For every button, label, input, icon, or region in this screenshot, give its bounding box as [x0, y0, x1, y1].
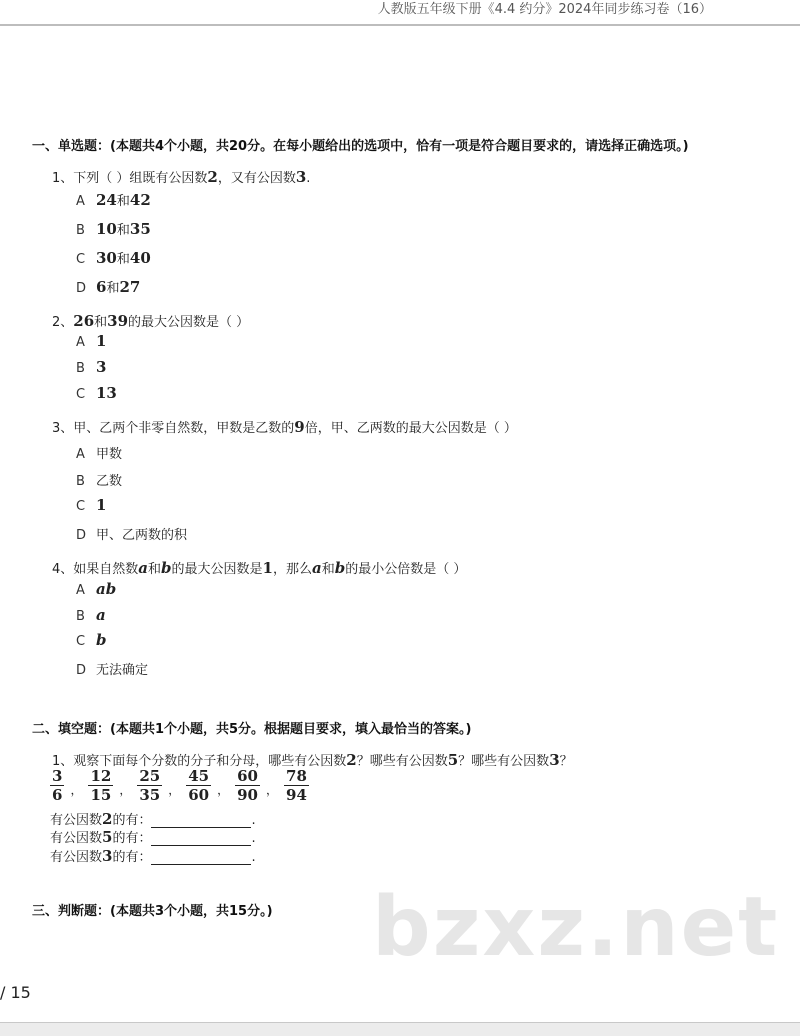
answer-label: 的有：	[112, 831, 152, 846]
math-variable: a	[312, 559, 322, 577]
page-bottom-divider	[0, 1022, 800, 1023]
fraction	[50, 767, 64, 804]
question-text: ？哪些有公因数	[458, 754, 550, 769]
section-title-single-choice: 一、单选题：(本题共4个小题，共20分。在每小题给出的选项中，恰有一项是符合题目要求的，请选择正确选项。)	[32, 139, 689, 154]
math-number: 40	[129, 249, 151, 267]
math-variable: ab	[96, 580, 117, 598]
option-letter: A	[76, 583, 85, 598]
option-letter: D	[76, 663, 87, 678]
question-text: 和	[148, 562, 162, 577]
fraction	[186, 767, 211, 804]
option-letter: D	[76, 281, 87, 296]
option-q1-a[interactable]	[76, 190, 151, 209]
math-number: 5	[102, 828, 113, 846]
option-letter: C	[76, 634, 86, 649]
option-letter: B	[76, 474, 85, 489]
option-q4-a[interactable]	[76, 580, 116, 598]
question-text: ？	[559, 754, 573, 769]
option-text: 和	[116, 194, 130, 209]
option-text: 无法确定	[96, 663, 149, 678]
fraction-separator: ，	[217, 783, 230, 797]
question-text: ，那么	[272, 562, 312, 577]
math-number: 1	[96, 332, 107, 350]
fraction-denominator: 6	[52, 786, 63, 804]
option-text: 和	[106, 281, 120, 296]
math-number: 3	[96, 358, 107, 376]
option-q2-a[interactable]	[76, 332, 106, 350]
question-1	[52, 167, 310, 186]
option-text: 和	[116, 223, 130, 238]
watermark: bzxz.net	[372, 880, 780, 975]
fraction-denominator: 90	[237, 786, 258, 804]
option-letter: C	[76, 252, 86, 267]
math-number: 10	[96, 220, 117, 238]
option-letter: C	[76, 499, 86, 514]
answer-label: .	[251, 850, 256, 865]
fraction-numerator: 45	[188, 767, 210, 785]
fraction	[88, 767, 113, 804]
math-number: 6	[96, 278, 107, 296]
section-title-fill-blank: 二、填空题：(本题共1个小题，共5分。根据题目要求，填入最恰当的答案。)	[32, 722, 472, 737]
fraction-denominator: 60	[188, 786, 210, 804]
math-number: 1	[96, 496, 107, 514]
option-text: 和	[116, 252, 130, 267]
math-number: 27	[119, 278, 141, 296]
answer-label: 有公因数	[50, 813, 103, 828]
fraction-denominator: 94	[286, 786, 307, 804]
math-number: 13	[96, 384, 117, 402]
answer-label: 的有：	[112, 850, 152, 865]
answer-label: 的有：	[112, 813, 152, 828]
option-q2-c[interactable]	[76, 384, 117, 402]
option-text: 乙数	[96, 474, 123, 489]
option-letter: C	[76, 387, 86, 402]
math-number: 39	[107, 312, 129, 330]
answer-row-2	[50, 809, 256, 828]
question-2	[52, 311, 249, 330]
answer-label: 有公因数	[50, 831, 103, 846]
math-number: 42	[129, 191, 151, 209]
question-text: ？哪些有公因数	[356, 754, 448, 769]
fraction-numerator: 60	[237, 767, 258, 785]
fraction-numerator: 78	[286, 767, 307, 785]
fraction	[284, 767, 309, 804]
question-text: 和	[94, 315, 108, 330]
option-q1-d[interactable]	[76, 277, 140, 296]
math-number: 26	[73, 312, 95, 330]
math-variable: a	[138, 559, 149, 577]
fraction-numerator: 3	[52, 767, 63, 785]
answer-label: .	[251, 813, 256, 828]
math-number: 3	[295, 168, 307, 186]
question-text: 和	[321, 562, 335, 577]
fraction	[235, 767, 260, 804]
math-variable: b	[96, 631, 107, 649]
option-letter: B	[76, 223, 85, 238]
answer-row-5	[50, 827, 256, 846]
answer-blank-3[interactable]	[151, 852, 251, 865]
fraction	[137, 767, 162, 804]
answer-label: 有公因数	[50, 850, 103, 865]
question-text: 2、	[52, 315, 74, 330]
answer-blank-5[interactable]	[151, 833, 251, 846]
page-number: / 15	[0, 983, 31, 1002]
fraction-separator: ，	[70, 783, 83, 797]
math-variable: a	[96, 606, 106, 624]
question-text: 倍，甲、乙两数的最大公因数是（ ）	[304, 421, 517, 436]
math-variable: b	[334, 559, 346, 577]
section-title-true-false: 三、判断题：(本题共3个小题，共15分。)	[32, 904, 273, 919]
question-text: 的最大公因数是（ ）	[128, 315, 250, 330]
question-3	[52, 417, 517, 436]
fraction-separator: ，	[168, 783, 181, 797]
math-number: 2	[346, 751, 357, 769]
math-number: 35	[129, 220, 151, 238]
fraction-numerator: 25	[139, 767, 161, 785]
option-letter: A	[76, 335, 85, 350]
question-text: 1、观察下面每个分数的分子和分母，哪些有公因数	[52, 754, 347, 769]
option-letter: A	[76, 447, 85, 462]
option-letter: A	[76, 194, 85, 209]
fraction-separator: ，	[266, 783, 279, 797]
question-text: .	[306, 171, 311, 186]
math-number: 2	[102, 810, 113, 828]
math-number: 3	[102, 847, 113, 865]
fraction-denominator: 15	[90, 786, 112, 804]
document-header-title: 人教版五年级下册《4.4 约分》2024年同步练习卷（16）	[377, 2, 712, 17]
option-q3-d[interactable]	[76, 524, 187, 543]
question-text: 3、甲、乙两个非零自然数，甲数是乙数的	[52, 421, 295, 436]
math-number: 1	[262, 559, 273, 577]
option-q1-c[interactable]	[76, 248, 151, 267]
question-4	[52, 558, 466, 577]
question-text: ，又有公因数	[217, 171, 296, 186]
option-q2-b[interactable]	[76, 358, 106, 376]
fraction-denominator: 35	[139, 786, 161, 804]
question-text: 4、如果自然数	[52, 562, 139, 577]
option-q3-a[interactable]	[76, 443, 122, 462]
answer-row-3	[50, 846, 256, 865]
option-letter: B	[76, 609, 85, 624]
question-text: 1、下列（ ）组既有公因数	[52, 171, 208, 186]
option-q4-b[interactable]	[76, 606, 106, 624]
option-q4-c[interactable]	[76, 631, 107, 649]
fraction-numerator: 12	[90, 767, 112, 785]
math-number: 2	[207, 168, 218, 186]
header-divider	[0, 24, 800, 26]
option-q3-c[interactable]	[76, 496, 106, 514]
option-letter: D	[76, 528, 87, 543]
option-q1-b[interactable]	[76, 219, 151, 238]
math-number: 3	[549, 751, 560, 769]
option-letter: B	[76, 361, 85, 376]
answer-label: .	[251, 831, 256, 846]
fraction-separator: ，	[119, 783, 132, 797]
option-text: 甲数	[96, 447, 123, 462]
question-text: 的最大公因数是	[171, 562, 263, 577]
math-number: 5	[447, 751, 459, 769]
fraction-list	[50, 767, 309, 804]
math-number: 30	[96, 249, 117, 267]
option-q3-b[interactable]	[76, 470, 122, 489]
question-text: 的最小公倍数是（ ）	[345, 562, 467, 577]
option-text: 甲、乙两数的积	[96, 528, 188, 543]
math-number: 9	[294, 418, 305, 436]
option-q4-d[interactable]	[76, 659, 148, 678]
math-number: 24	[96, 191, 117, 209]
math-variable: b	[161, 559, 172, 577]
